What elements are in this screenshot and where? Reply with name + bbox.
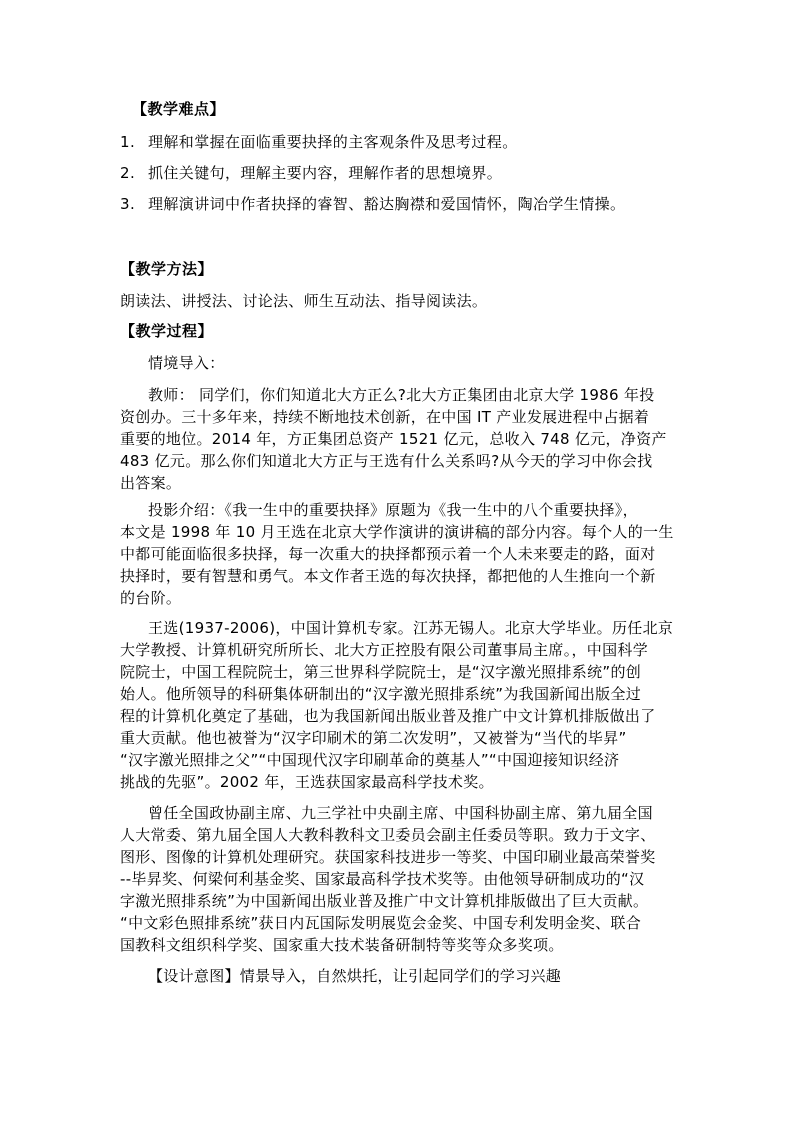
difficulty-item — [120, 131, 518, 152]
para-line: 挑战的先驱”。2002 年，王选获国家最高科学技术奖。 — [120, 773, 494, 791]
item-text: 理解和掌握在面临重要抉择的主客观条件及思考过程。 — [148, 133, 518, 151]
para-line: 抉择时，要有智慧和勇气。本文作者王选的每次抉择，都把他的人生推向一个新 — [120, 567, 656, 585]
para-line: 人大常委、第九届全国人大教科教科文卫委员会副主任委员等职。致力于文字、 — [120, 826, 656, 844]
para-line: 中都可能面临很多抉择，每一次重大的抉择都预示着一个人未来要走的路，面对 — [120, 545, 656, 563]
methods-text: 朗读法、讲授法、讨论法、师生互动法、指导阅读法。 — [120, 292, 488, 310]
para-line: --毕昇奖、何梁何利基金奖、国家最高科学技术奖等。由他领导研制成功的“汉 — [120, 870, 645, 888]
difficulty-item — [120, 162, 502, 183]
para-line: 投影介绍：《我一生中的重要抉择》原题为《我一生中的八个重要抉择》， — [148, 501, 638, 519]
design-intent: 【设计意图】情景导入，自然烘托，让引起同学们的学习兴趣 — [148, 967, 562, 985]
para-line: “汉字激光照排之父”“中国现代汉字印刷革命的奠基人”“中国迎接知识经济 — [120, 751, 620, 769]
para-line: 国教科文组织科学奖、国家重大技术装备研制特等奖等众多奖项。 — [120, 936, 564, 954]
para-line: 资创办。三十多年来，持续不断地技术创新，在中国 IT 产业发展进程中占据着 — [120, 408, 650, 426]
para-line: 重大贡献。他也被誉为“汉字印刷术的第二次发明”，又被誉为“当代的毕昇” — [120, 729, 627, 747]
para-line: 的台阶。 — [120, 589, 182, 607]
item-text: 抓住关键句，理解主要内容，理解作者的思想境界。 — [148, 164, 503, 182]
para-line: 字激光照排系统”为中国新闻出版业普及推广中文计算机排版做出了巨大贡献。 — [120, 892, 649, 910]
item-number: 3. — [120, 195, 136, 213]
para-line: 重要的地位。2014 年，方正集团总资产 1521 亿元，总收入 748 亿元，净资产 — [120, 430, 667, 448]
para-line: 本文是 1998 年 10 月王选在北京大学作演讲的演讲稿的部分内容。每个人的一生 — [120, 523, 674, 541]
para-line: 始人。他所领导的科研集体研制出的“汉字激光照排系统”为我国新闻出版全过 — [120, 685, 642, 703]
item-number: 2. — [120, 164, 136, 182]
item-text: 理解演讲词中作者抉择的睿智、豁达胸襟和爱国情怀，陶冶学生情操。 — [148, 195, 626, 213]
methods-heading: 【教学方法】 — [120, 260, 214, 278]
para-line: 出答案。 — [120, 474, 182, 492]
para-line: 曾任全国政协副主席、九三学社中央副主席、中国科协副主席、第九届全国 — [148, 804, 653, 822]
intro-label: 情境导入： — [148, 354, 225, 372]
para-line: 王选(1937-2006)，中国计算机专家。江苏无锡人。北京大学毕业。历任北京 — [148, 619, 674, 637]
item-number: 1. — [120, 133, 136, 151]
para-line: 大学教授、计算机研究所所长、北大方正控股有限公司董事局主席。，中国科学 — [120, 641, 649, 659]
difficulty-heading: 【教学难点】 — [132, 100, 226, 118]
para-line: 图形、图像的计算机处理研究。获国家科技进步一等奖、中国印刷业最高荣誉奖 — [120, 848, 656, 866]
para-line: 483 亿元。那么你们知道北大方正与王选有什么关系吗?从今天的学习中你会找 — [120, 452, 653, 470]
para-line: 教师： 同学们，你们知道北大方正么?北大方正集团由北京大学 1986 年投 — [148, 386, 655, 404]
para-line: 院院士，中国工程院院士，第三世界科学院院士，是“汉字激光照排系统”的创 — [120, 663, 642, 681]
difficulty-item — [120, 193, 625, 214]
para-line: “中文彩色照排系统”获日内瓦国际发明展览会金奖、中国专利发明金奖、联合 — [120, 914, 642, 932]
process-heading: 【教学过程】 — [120, 322, 214, 340]
para-line: 程的计算机化奠定了基础，也为我国新闻出版业普及推广中文计算机排版做出了 — [120, 707, 656, 725]
